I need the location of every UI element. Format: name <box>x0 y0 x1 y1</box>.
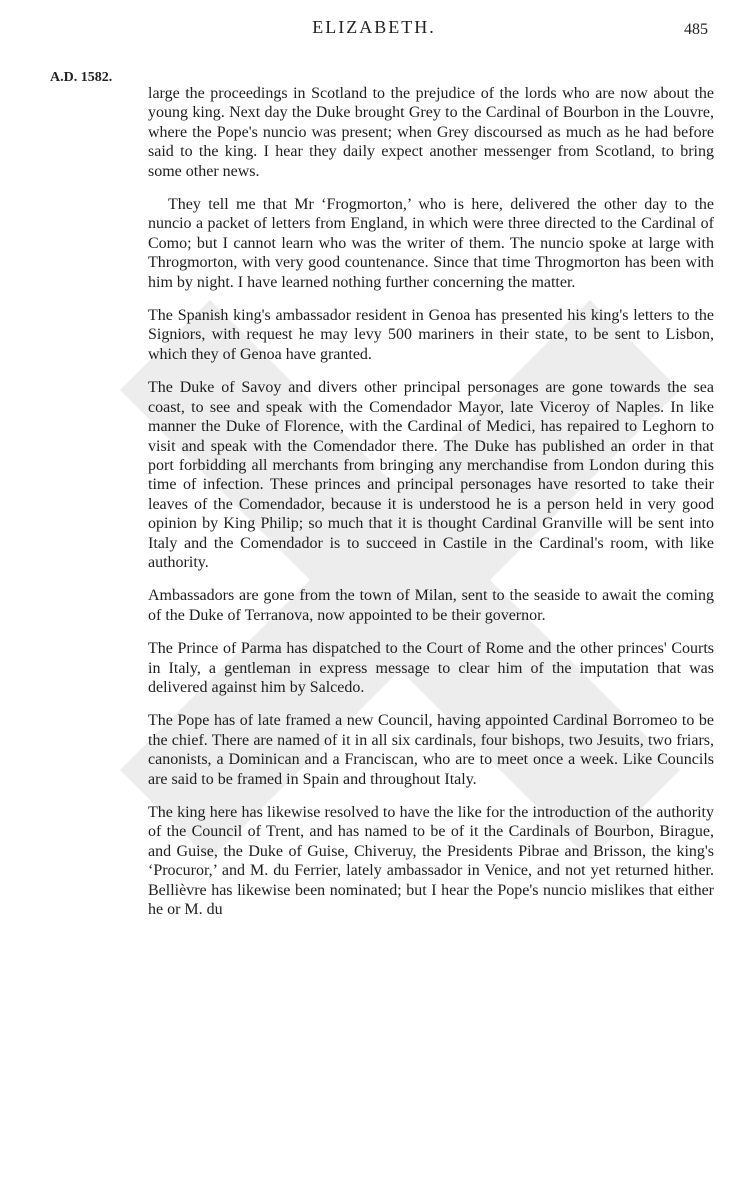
paragraph: The Prince of Parma has dispatched to the Court of Rome and the other princes' Courts in Italy, a gentleman in express message to clear him of the imputation that was delivered against him by Salcedo. <box>148 640 714 696</box>
paragraph: The Pope has of late framed a new Council, having appointed Cardinal Borromeo to be the chief. There are named of it in all six cardinals, four bishops, two Jesuits, two friars, canonists, a Dominican and a Franciscan, who are to meet once a week. Like Councils are said to be framed in Spain and throughout Italy. <box>148 712 714 788</box>
paragraph: The king here has likewise resolved to have the like for the introduction of the authority of the Council of Trent, and has named to be of it the Cardinals of Bourbon, Birague, and Guise, the Duke of Guise, Chiveruy, the Presidents Pibrae and Brisson, the king's ‘Procuror,’ and M. du Ferrier, lately ambassador in Venice, and not yet returned hither. Bellièvre has likewise been nominated; but I hear the Pope's nuncio mislikes that either he or M. du <box>148 804 714 919</box>
page-number: 485 <box>684 21 708 38</box>
paragraph: The Duke of Savoy and divers other principal personages are gone towards the sea coast, to see and speak with the Comendador Mayor, late Viceroy of Naples. In like manner the Duke of Florence, with the Cardinal of Medici, has repaired to Leghorn to visit and speak with the Comendador there. The Duke has published an order in that port forbidding all merchants from bringing any merchandise from London during this time of infection. These princes and principal personages have resorted to take their leaves of the Comendador, because it is understood he is a person held in very good opinion by King Philip; so much that it is thought Cardinal Granville will be sent into Italy and the Comendador is to succeed in Castile in the Cardinal's room, with like authority. <box>148 379 714 571</box>
paragraph: They tell me that Mr ‘Frogmorton,’ who is here, delivered the other day to the nuncio a packet of letters from England, in which were three directed to the Cardinal of Como; but I cannot learn who was the writer of them. The nuncio spoke at large with Throgmorton, with very good countenance. Since that time Throgmorton has been with him by night. I have learned nothing further concerning the matter. <box>148 196 714 291</box>
paragraph: The Spanish king's ambassador resident in Genoa has presented his king's letters to the Signiors, with request he may levy 500 mariners in their state, to be sent to Lisbon, which they of Genoa have granted. <box>148 307 714 363</box>
year-marginal-note: A.D. 1582. <box>50 70 113 85</box>
paragraph: Ambassadors are gone from the town of Milan, sent to the seaside to await the coming of the Duke of Terranova, now appointed to be their governor. <box>148 587 714 624</box>
running-title: ELIZABETH. <box>312 17 436 37</box>
paragraph: large the proceedings in Scotland to the prejudice of the lords who are now about the young king. Next day the Duke brought Grey to the Cardinal of Bourbon in the Louvre, where the Pope's nuncio was present; when Grey discoursed as much as he had before said to the king. I hear they daily expect another messenger from Scotland, to bring some other news. <box>148 85 714 180</box>
body-text <box>148 84 714 933</box>
